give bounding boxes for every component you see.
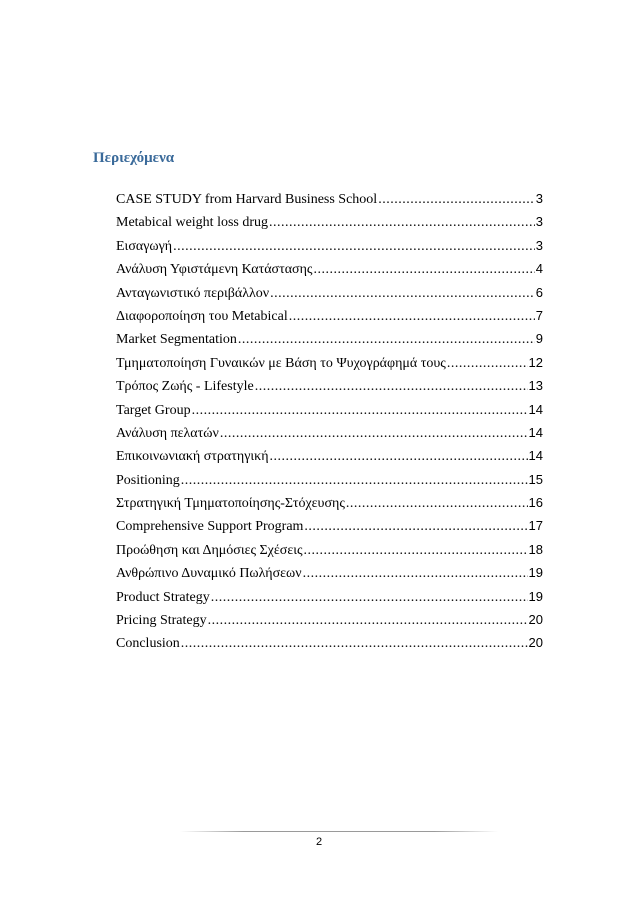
toc-entry[interactable]	[116, 327, 543, 350]
toc-entry-page[interactable]: 13	[528, 378, 543, 394]
toc-entry[interactable]	[116, 538, 543, 561]
toc-dot-leader	[238, 328, 535, 351]
toc-entry[interactable]	[116, 608, 543, 631]
toc-entry-page[interactable]: 9	[535, 331, 543, 347]
toc-dot-leader	[192, 399, 528, 422]
toc-entry-page[interactable]: 12	[528, 354, 543, 370]
toc-entry[interactable]	[116, 398, 543, 421]
toc-entry-title[interactable]: Διαφοροποίηση του Metabical	[116, 308, 288, 324]
toc-entry-page[interactable]: 15	[528, 471, 543, 487]
toc-entry-title[interactable]: Προώθηση και Δημόσιες Σχέσεις	[116, 542, 303, 558]
toc-entry-page[interactable]: 14	[528, 401, 543, 417]
toc-entry-page[interactable]: 4	[535, 261, 543, 277]
toc-entry-page[interactable]: 20	[528, 635, 543, 651]
toc-list	[116, 187, 543, 655]
toc-entry-title[interactable]: Επικοινωνιακή στρατηγική	[116, 449, 269, 465]
toc-entry-title[interactable]: Τρόπος Ζωής - Lifestyle	[116, 379, 254, 395]
toc-entry[interactable]	[116, 491, 543, 514]
toc-dot-leader	[181, 632, 528, 655]
toc-entry[interactable]	[116, 374, 543, 397]
toc-dot-leader	[303, 562, 528, 585]
toc-dot-leader	[289, 305, 535, 328]
toc-entry-page[interactable]: 14	[528, 424, 543, 440]
toc-entry[interactable]	[116, 351, 543, 374]
page-number: 2	[315, 836, 323, 848]
toc-entry[interactable]	[116, 187, 543, 210]
toc-entry[interactable]	[116, 561, 543, 584]
toc-heading: Περιεχόμενα	[93, 150, 175, 166]
toc-entry-page[interactable]: 16	[528, 495, 543, 511]
toc-entry-page[interactable]: 18	[528, 541, 543, 557]
toc-dot-leader	[255, 375, 528, 398]
toc-entry[interactable]	[116, 234, 543, 257]
toc-dot-leader	[211, 586, 528, 609]
toc-entry-title[interactable]: Ανθρώπινο Δυναμικό Πωλήσεων	[116, 566, 302, 582]
toc-entry-page[interactable]: 19	[528, 588, 543, 604]
toc-entry-page[interactable]: 3	[535, 237, 543, 253]
toc-dot-leader	[378, 188, 535, 211]
toc-entry[interactable]	[116, 257, 543, 280]
toc-dot-leader	[270, 282, 535, 305]
toc-entry-title[interactable]: Στρατηγική Τμηματοποίησης-Στόχευσης	[116, 496, 345, 512]
toc-entry[interactable]	[116, 444, 543, 467]
toc-entry[interactable]	[116, 468, 543, 491]
toc-dot-leader	[220, 422, 528, 445]
toc-dot-leader	[270, 445, 528, 468]
toc-entry[interactable]	[116, 514, 543, 537]
toc-entry-page[interactable]: 20	[528, 612, 543, 628]
toc-entry[interactable]	[116, 585, 543, 608]
toc-dot-leader	[313, 258, 534, 281]
toc-dot-leader	[181, 469, 528, 492]
toc-dot-leader	[304, 539, 528, 562]
toc-dot-leader	[208, 609, 528, 632]
toc-entry-title[interactable]: Metabical weight loss drug	[116, 215, 269, 231]
toc-entry-page[interactable]: 3	[535, 191, 543, 206]
toc-entry[interactable]	[116, 421, 543, 444]
toc-entry-page[interactable]: 19	[528, 565, 543, 581]
footer-divider	[180, 831, 498, 832]
toc-dot-leader	[173, 235, 535, 258]
toc-entry[interactable]	[116, 631, 543, 654]
toc-entry-title[interactable]: Product Strategy	[116, 589, 210, 605]
toc-dot-leader	[346, 492, 528, 515]
toc-entry-title[interactable]: Ανταγωνιστικό περιβάλλον	[116, 285, 270, 301]
toc-entry-title[interactable]: Target Group	[116, 402, 191, 418]
toc-entry-page[interactable]: 3	[535, 214, 543, 230]
toc-dot-leader	[269, 211, 535, 234]
toc-dot-leader	[447, 352, 528, 375]
toc-entry[interactable]	[116, 210, 543, 233]
toc-entry-title[interactable]: Comprehensive Support Program	[116, 519, 304, 535]
toc-entry-page[interactable]: 7	[535, 307, 543, 323]
toc-entry-page[interactable]: 14	[528, 448, 543, 464]
toc-entry-page[interactable]: 6	[535, 284, 543, 300]
toc-entry-title[interactable]: Εισαγωγή	[116, 238, 173, 254]
toc-entry-title[interactable]: Ανάλυση πελατών	[116, 425, 219, 441]
toc-entry-title[interactable]: Market Segmentation	[116, 332, 237, 348]
toc-entry-title[interactable]: Positioning	[116, 472, 180, 488]
toc-entry[interactable]	[116, 281, 543, 304]
toc-dot-leader	[304, 515, 527, 538]
toc-entry-title[interactable]: CASE STUDY from Harvard Business School	[116, 192, 378, 207]
toc-entry-title[interactable]: Ανάλυση Υφιστάμενη Κατάστασης	[116, 262, 313, 278]
toc-entry-title[interactable]: Τμηματοποίηση Γυναικών με Βάση το Ψυχογράφημά τους	[116, 355, 446, 371]
toc-entry-title[interactable]: Conclusion	[116, 636, 180, 652]
toc-entry[interactable]	[116, 304, 543, 327]
toc-entry-title[interactable]: Pricing Strategy	[116, 613, 207, 629]
toc-entry-page[interactable]: 17	[528, 518, 543, 534]
